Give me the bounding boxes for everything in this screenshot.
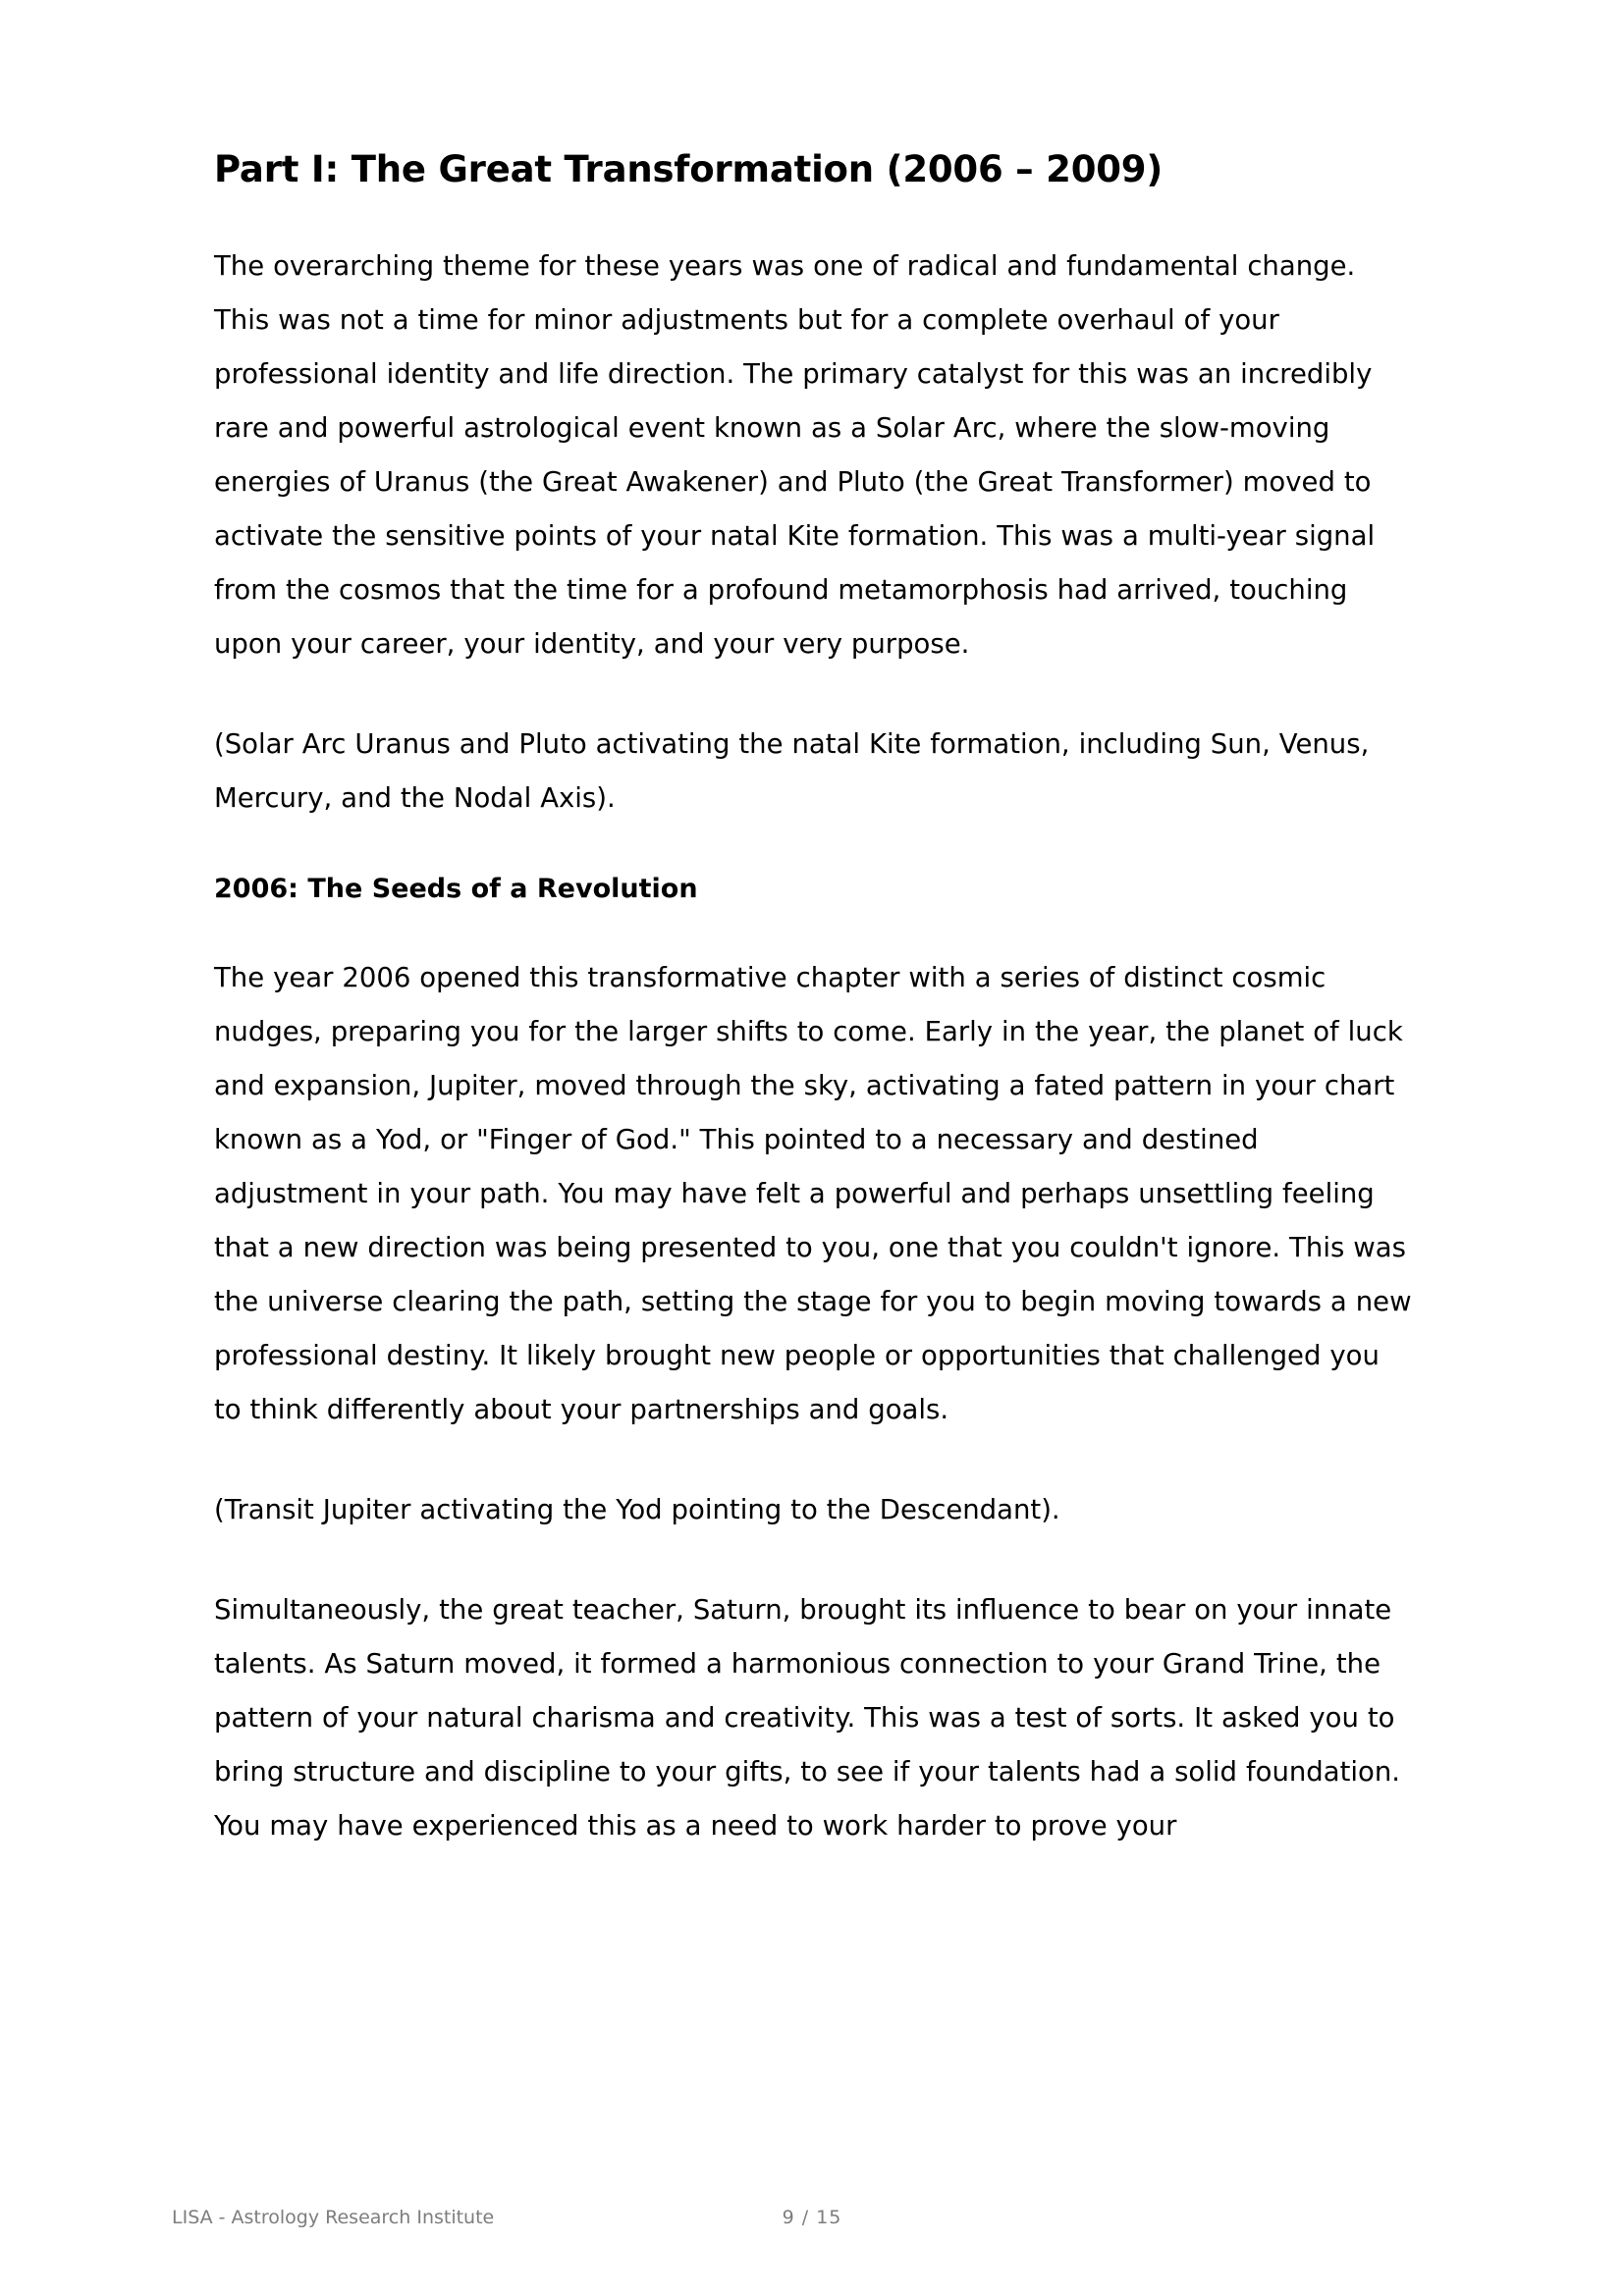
paragraph-solar-arc-note: (Solar Arc Uranus and Pluto activating the natal Kite formation, including Sun, Venus, Mercury, and the Nodal Axis). <box>214 728 1370 815</box>
paragraph-saturn: Simultaneously, the great teacher, Saturn, brought its influence to bear on your innate talents. As Saturn moved, it formed a harmonious connection to your Grand Trine, the pattern of your natural charisma and creativity. This was a test of sorts. It asked you to bring structure and discipline to your gifts, to see if your talents had a solid foundation. You may have experienced this as a need to work harder to prove your <box>214 1594 1401 1842</box>
paragraph-overarching-theme: The overarching theme for these years was one of radical and fundamental change. This was not a time for minor adjustments but for a complete overhaul of your professional identity and life direction. The primary catalyst for this was an incredibly rare and powerful astrological event known as a Solar Arc, where the slow-moving energies of Uranus (the Great Awakener) and Pluto (the Great Transformer) moved to activate the sensitive points of your natal Kite formation. This was a multi-year signal from the cosmos that the time for a profound metamorphosis had arrived, touching upon your career, your identity, and your very purpose. <box>214 250 1376 661</box>
paragraph-year-2006: The year 2006 opened this transformative chapter with a series of distinct cosmic nudges, preparing you for the larger shifts to come. Early in the year, the planet of luck and expansion, Jupiter, moved through the sky, activating a fated pattern in your chart known as a Yod, or "Finger of God." This pointed to a necessary and destined adjustment in your path. You may have felt a powerful and perhaps unsettling feeling that a new direction was being presented to you, one that you couldn't ignore. This was the universe clearing the path, setting the stage for you to begin moving towards a new professional destiny. It likely brought new people or opportunities that challenged you to think differently about your partnerships and goals. <box>214 962 1412 1426</box>
footer-organization: LISA - Astrology Research Institute <box>172 2207 495 2228</box>
section-heading-2006: 2006: The Seeds of a Revolution <box>214 874 698 905</box>
page-content <box>214 147 1414 1853</box>
page-title: Part I: The Great Transformation (2006 – 2009) <box>214 148 1164 190</box>
page-footer <box>172 2207 1452 2236</box>
footer-page-number: 9 / 15 <box>782 2207 842 2228</box>
paragraph-transit-jupiter-note: (Transit Jupiter activating the Yod pointing to the Descendant). <box>214 1494 1060 1526</box>
